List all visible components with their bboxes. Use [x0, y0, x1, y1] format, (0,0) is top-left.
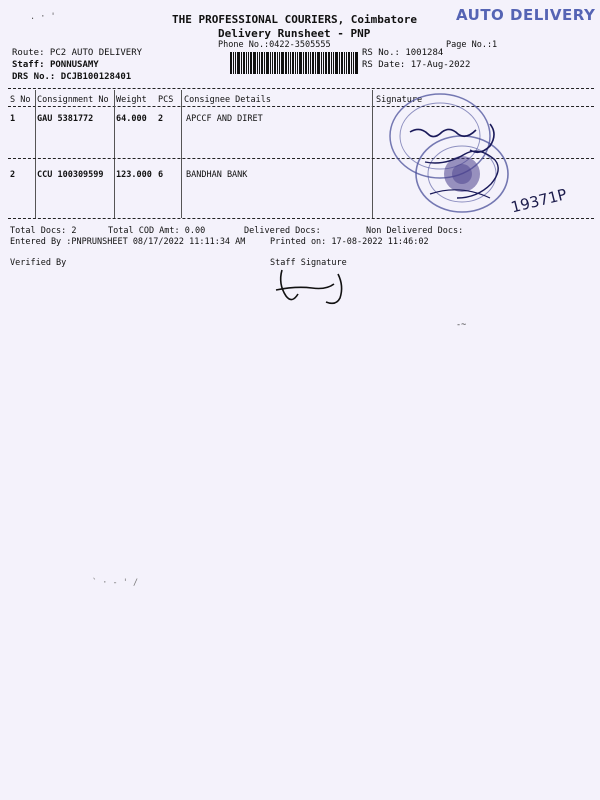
row-consignment: GAU 5381772 — [37, 114, 94, 124]
header-signature: Signature — [376, 95, 423, 105]
barcode-bar — [335, 52, 338, 74]
barcode-bar — [312, 52, 314, 74]
total-cod: Total COD Amt: 0.00 — [108, 226, 206, 236]
barcode-bar — [290, 52, 291, 74]
barcode-bar — [353, 52, 354, 74]
handwritten-note-text: 19371P — [509, 185, 569, 217]
rs-date: RS Date: 17-Aug-2022 — [362, 60, 471, 70]
barcode-bar — [259, 52, 260, 74]
barcode-bar — [266, 52, 269, 74]
row-consignee: APCCF AND DIRET — [186, 114, 263, 124]
barcode-bar — [272, 52, 273, 74]
barcode-bar — [246, 52, 247, 74]
staff-name: PONNUSAMY — [49, 60, 99, 70]
barcode-bar — [355, 52, 358, 74]
drs-value: DCJB100128401 — [60, 72, 132, 82]
col-divider — [114, 90, 115, 218]
barcode-bar — [270, 52, 271, 74]
route-line: Route: PC2 AUTO DELIVERY — [12, 48, 143, 58]
barcode-bar — [250, 52, 252, 74]
barcode-bar — [321, 52, 322, 74]
scan-mark: ` · - ' / — [92, 578, 139, 588]
barcode-bar — [331, 52, 332, 74]
row-consignee: BANDHAN BANK — [186, 170, 248, 180]
barcode-bar — [339, 52, 340, 74]
barcode-bar — [285, 52, 287, 74]
row-pcs: 6 — [158, 170, 164, 180]
barcode-bar — [351, 52, 352, 74]
auto-delivery-stamp: AUTO DELIVERY — [456, 6, 596, 24]
barcode-bar — [308, 52, 309, 74]
delivered-docs: Delivered Docs: — [244, 226, 321, 236]
barcode-bar — [235, 52, 236, 74]
barcode-bar — [346, 52, 347, 74]
barcode-bar — [310, 52, 311, 74]
printed-on: Printed on: 17-08-2022 11:46:02 — [270, 237, 429, 247]
page-number: Page No.:1 — [446, 40, 498, 50]
barcode — [230, 52, 359, 74]
header-pcs: PCS — [158, 95, 174, 105]
row-consignment: CCU 100309599 — [37, 170, 104, 180]
barcode-bar — [323, 52, 324, 74]
barcode-bar — [253, 52, 256, 74]
barcode-bar — [299, 52, 302, 74]
non-delivered-docs: Non Delivered Docs: — [366, 226, 464, 236]
rs-number: RS No.: 1001284 — [362, 48, 444, 58]
entered-by: Entered By :PNPRUNSHEET 08/17/2022 11:11:34 AM — [10, 237, 246, 247]
barcode-bar — [237, 52, 240, 74]
header-sno: S No — [10, 95, 31, 105]
staff-line — [12, 60, 99, 70]
barcode-bar — [292, 52, 294, 74]
barcode-bar — [264, 52, 265, 74]
staff-label: Staff: — [12, 60, 45, 70]
row-pcs: 2 — [158, 114, 164, 124]
row-sno: 1 — [10, 114, 16, 124]
barcode-bar — [257, 52, 258, 74]
barcode-bar — [230, 52, 232, 74]
row-weight: 123.000 — [116, 170, 152, 180]
barcode-bar — [333, 52, 334, 74]
drs-label: DRS No.: — [12, 72, 56, 82]
barcode-bar — [233, 52, 234, 74]
barcode-bar — [325, 52, 327, 74]
company-name: THE PROFESSIONAL COURIERS, Coimbatore — [172, 13, 418, 26]
barcode-bar — [297, 52, 298, 74]
header-consignment: Consignment No — [37, 95, 109, 105]
barcode-bar — [274, 52, 276, 74]
header-consignee: Consignee Details — [184, 95, 271, 105]
drs-line — [12, 72, 131, 82]
barcode-bar — [295, 52, 296, 74]
header-weight: Weight — [116, 95, 147, 105]
barcode-bar — [241, 52, 242, 74]
barcode-bar — [341, 52, 343, 74]
barcode-bar — [317, 52, 320, 74]
staff-signature-label: Staff Signature — [270, 258, 347, 268]
col-divider — [35, 90, 36, 218]
verified-by: Verified By — [10, 258, 67, 268]
barcode-bar — [288, 52, 289, 74]
barcode-bar — [261, 52, 263, 74]
total-docs: Total Docs: 2 — [10, 226, 77, 236]
row-sno: 2 — [10, 170, 16, 180]
col-divider — [372, 90, 373, 218]
barcode-bar — [315, 52, 316, 74]
barcode-bar — [243, 52, 245, 74]
handwritten-note — [508, 184, 569, 217]
barcode-bar — [305, 52, 307, 74]
staff-signature-scribble — [268, 262, 368, 312]
barcode-bar — [328, 52, 330, 74]
scan-mark: -~ — [456, 320, 467, 330]
barcode-bar — [344, 52, 345, 74]
barcode-bar — [281, 52, 284, 74]
barcode-bar — [279, 52, 280, 74]
barcode-bar — [303, 52, 304, 74]
barcode-bar — [277, 52, 278, 74]
barcode-bar — [248, 52, 249, 74]
barcode-bar — [348, 52, 350, 74]
scan-specks: . · ' — [30, 12, 56, 22]
row-weight: 64.000 — [116, 114, 147, 124]
col-divider — [181, 90, 182, 218]
phone-number: Phone No.:0422-3505555 — [218, 40, 331, 50]
sheet-title: Delivery Runsheet - PNP — [218, 27, 371, 40]
